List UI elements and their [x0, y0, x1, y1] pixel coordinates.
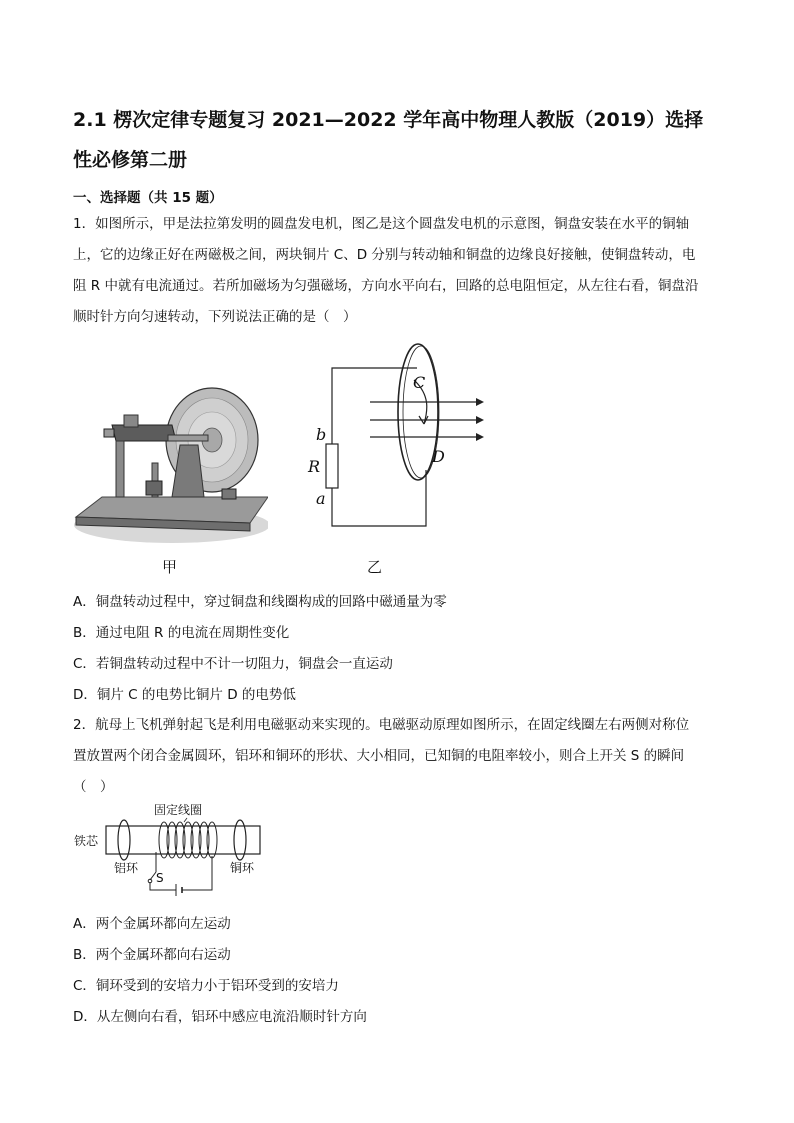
- disc-generator-photo: [72, 385, 268, 545]
- q1-option-b: B．通过电阻 R 的电流在周期性变化: [73, 625, 290, 641]
- q2-line-2: 置放置两个闭合金属圆环，铝环和铜环的形状、大小相同，已知铜的电阻率较小，则合上开关 S 的瞬间: [73, 748, 685, 764]
- label-iron-core: 铁芯: [74, 834, 99, 848]
- q2-option-c: C．铜环受到的安培力小于铝环受到的安培力: [73, 978, 339, 994]
- q2-option-d: D．从左侧向右看，铝环中感应电流沿顺时针方向: [73, 1009, 367, 1025]
- question-2-stem: [73, 710, 723, 803]
- q1-line-4: 顺时针方向匀速转动，下列说法正确的是（ ）: [73, 309, 357, 325]
- label-aluminum-ring: 铝环: [114, 861, 139, 875]
- q2-line-1: 2．航母上飞机弹射起飞是利用电磁驱动来实现的。电磁驱动原理如图所示，在固定线圈左右两侧对称位: [73, 717, 690, 733]
- title-line-1: 2.1 楞次定律专题复习 2021—2022 学年高中物理人教版（2019）选择: [73, 109, 704, 131]
- document-title: [73, 100, 733, 180]
- question-1-stem: [73, 209, 723, 333]
- label-r: R: [308, 457, 321, 476]
- q1-option-a: A．铜盘转动过程中，穿过铜盘和线圈构成的回路中磁通量为零: [73, 594, 447, 610]
- label-fixed-coil: 固定线圈: [154, 803, 203, 817]
- title-line-2: 性必修第二册: [73, 149, 188, 171]
- q1-line-2: 上，它的边缘正好在两磁极之间，两块铜片 C、D 分别与转动轴和铜盘的边缘良好接触，使铜盘转动，电: [73, 247, 696, 263]
- label-d: D: [432, 447, 445, 466]
- q1-line-3: 阻 R 中就有电流通过。若所加磁场为匀强磁场，方向水平向右，回路的总电阻恒定，从左往右看，铜盘沿: [73, 278, 699, 294]
- q2-option-b: B．两个金属环都向右运动: [73, 947, 231, 963]
- q2-line-3: （ ）: [73, 779, 114, 795]
- caption-jia: 甲: [162, 558, 178, 576]
- q1-line-1: 1．如图所示，甲是法拉第发明的圆盘发电机，图乙是这个圆盘发电机的示意图，铜盘安装在水平的铜轴: [73, 216, 690, 232]
- label-copper-ring: 铜环: [230, 861, 255, 875]
- q1-option-d: D．铜片 C 的电势比铜片 D 的电势低: [73, 687, 296, 703]
- label-a: a: [316, 489, 326, 508]
- label-c: C: [413, 373, 426, 392]
- disc-circuit-diagram: [300, 340, 500, 540]
- label-switch-s: S: [156, 871, 164, 885]
- section-heading: 一、选择题（共 15 题）: [73, 190, 223, 206]
- label-b: b: [316, 425, 327, 444]
- q2-option-a: A．两个金属环都向左运动: [73, 916, 231, 932]
- q1-option-c: C．若铜盘转动过程中不计一切阻力，铜盘会一直运动: [73, 656, 393, 672]
- electromagnetic-drive-diagram: [72, 800, 272, 896]
- caption-yi: 乙: [367, 558, 383, 576]
